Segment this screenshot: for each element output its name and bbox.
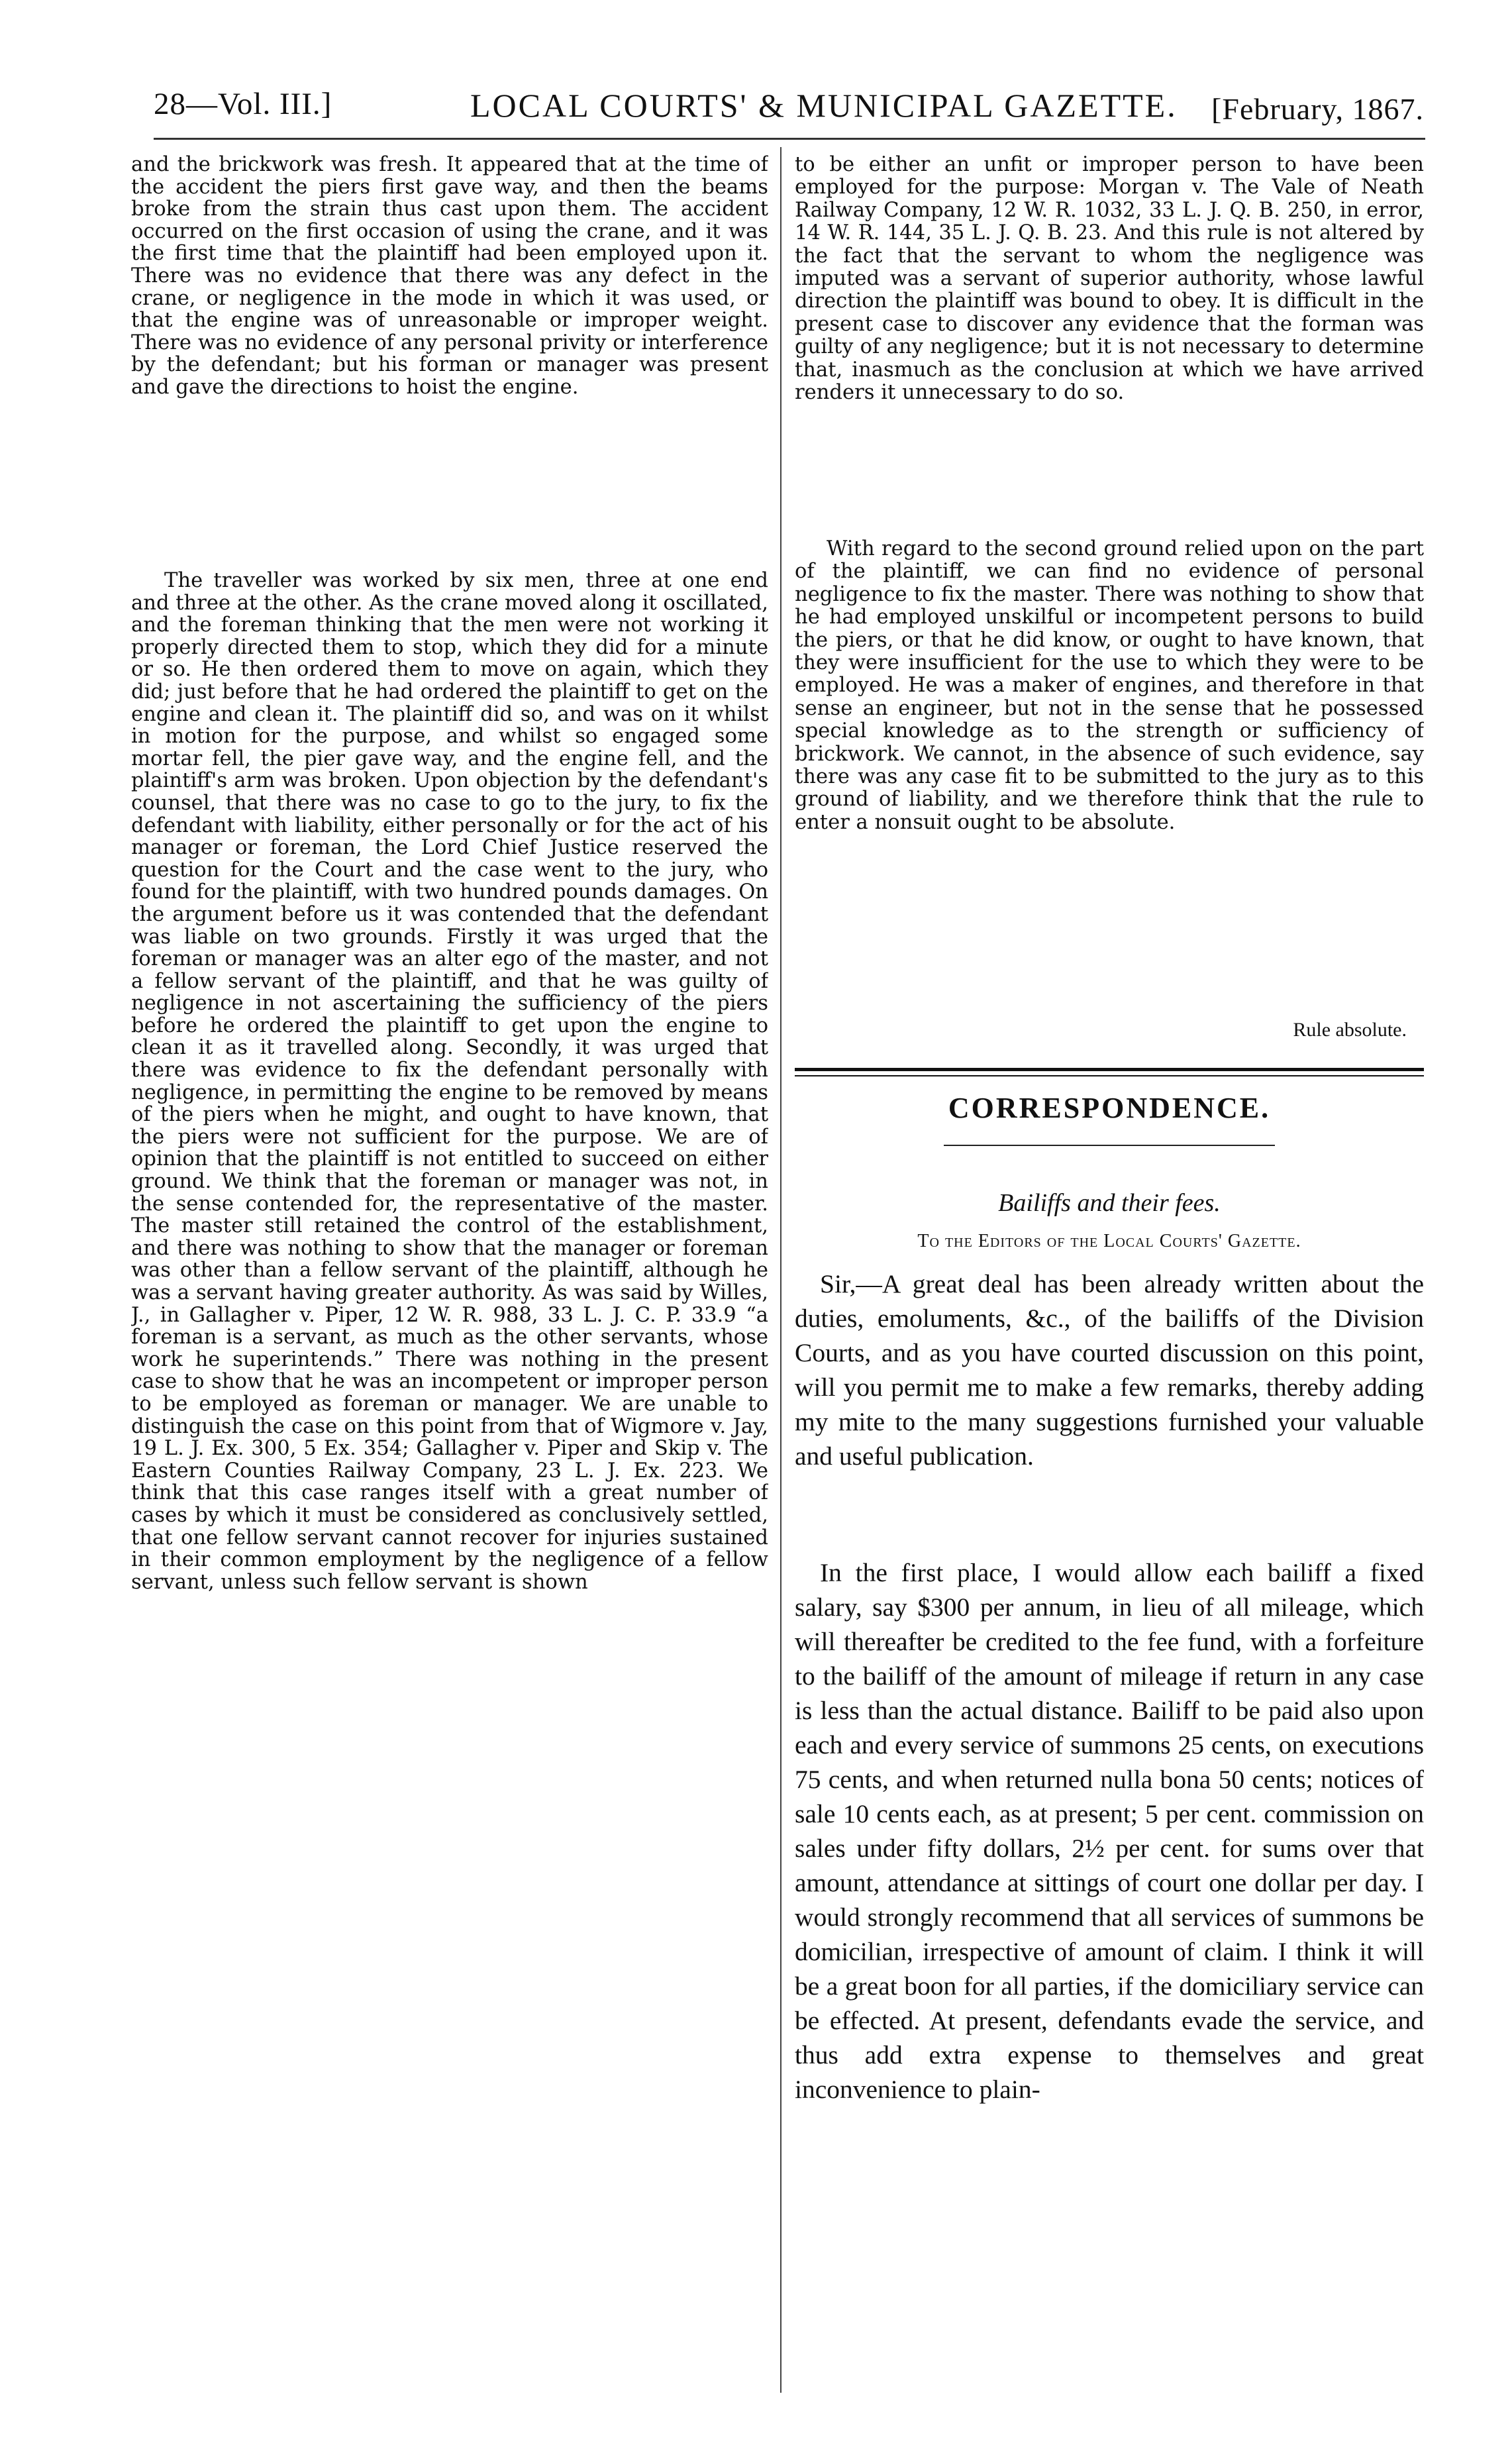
header-rule bbox=[154, 138, 1425, 140]
letter-body bbox=[795, 1267, 1424, 2451]
body-paragraph: The traveller was worked by six men, three at one end and three at the other. As the crane moved along it oscillated, and the foreman thinking that the men were not working it properly directed them to stop, which they did for a minute or so. He then ordered them to move on again, which they did; just before that he had ordered the plaintiff to get on the engine and clean it. The plaintiff did so, and was on it whilst in motion for the purpose, and whilst so engaged some mortar fell, the pier gave way, and the engine fell, and the plaintiff's arm was broken. Upon objection by the defendant's counsel, that there was no case to go to the jury, to fix the defendant with liability, either personally or for the act of his manager or foreman, the Lord Chief Justice reserved the question for the Court and the case went to the jury, who found for the plaintiff, with two hundred pounds damages. On the argument before us it was contended that the defendant was liable on two grounds. Firstly it was urged that the foreman or manager was an alter ego of the master, and not a fellow servant of the plaintiff, and that he was guilty of negligence in not ascertaining the sufficiency of the piers before he ordered the plaintiff to get upon the engine to clean it as it travelled along. Secondly, it was urged that there was evidence to fix the defendant personally with negligence, in permitting the engine to be removed by means of the piers when he might, and ought to have known, that the piers were not sufficient for the purpose. We are of opinion that the plaintiff is not entitled to succeed on either ground. We think that the foreman or manager was not, in the sense contended for, the representative of the master. The master still retained the control of the establishment, and there was nothing to show that the manager or foreman was other than a fellow servant of the plaintiff, although he was a servant having greater authority. As was said by Willes, J., in Gallagher v. Piper, 12 W. R. 988, 33 L. J. C. P. 33.9 “a foreman is a servant, as much as the other servants, whose work he superintends.” There was nothing in the present case to show that he was an incompetent or improper person to be employed as foreman or manager. We are unable to distinguish the case on this point from that of Wigmore v. Jay, 19 L. J. Ex. 300, 5 Ex. 354; Gallagher v. Piper and Skip v. The Eastern Counties Railway Company, 23 L. J. Ex. 223. We think that this case ranges itself with a great number of cases by which it must be considered as conclusively settled, that one fellow servant cannot recover for injuries sustained in their common employment by the negligence of a fellow servant, unless such fellow servant is shown bbox=[131, 570, 768, 1594]
issue-date: [February, 1867. bbox=[1211, 92, 1424, 126]
letter-paragraph: In the first place, I would allow each bailiff a fixed salary, say $300 per annum, in lieu of all mileage, which will thereafter be credited to the fee fund, with a forfeiture to the bailiff of the amount of mileage if return in any case is less than the actual distance. Bailiff to be paid also upon each and every service of summons 25 cents, on executions 75 cents, and when returned nulla bona 50 cents; notices of sale 10 cents each, as at present; 5 per cent. commission on sales under fifty dollars, 2½ per cent. for sums over that amount, attendance at sittings of court one dollar per day. I would strongly recommend that all services of summons be domicilian, irrespective of amount of claim. I think it will be a great boon for all parties, if the domiciliary service can be effected. At present, defendants evade the service, and thus add extra expense to themselves and great inconvenience to plain- bbox=[795, 1558, 1424, 2104]
column-divider bbox=[780, 147, 781, 2393]
section-rule-thin bbox=[795, 1075, 1424, 1076]
volume-page-label: 28—Vol. III.] bbox=[154, 87, 332, 121]
letter-paragraph: Sir,—A great deal has been already written about the duties, emoluments, &c., of the bailiffs of the Division Courts, and as you have courted discussion on this point, will you permit me to make a few remarks, thereby adding my mite to the many suggestions furnished your valuable and useful publication. bbox=[795, 1269, 1424, 1471]
case-closing: Rule absolute. bbox=[1293, 1019, 1407, 1041]
section-rule-thick bbox=[795, 1068, 1424, 1071]
body-paragraph: With regard to the second ground relied upon on the part of the plaintiff, we can find no evidence of personal negligence to fix the master. There was nothing to show that he had employed unskilful or incompetent persons to build the piers, or that he did know, or ought to have known, that they were insufficient for the use to which they were to be employed. He was a maker of engines, and therefore in that sense an engineer, but not in the sense that he possessed special knowledge as to the strength or sufficiency of brickwork. We cannot, in the absence of such evidence, say there was any case fit to be submitted to the jury as to this ground of liability, and we therefore think that the rule to enter a nonsuit ought to be absolute. bbox=[795, 538, 1424, 834]
running-header bbox=[154, 78, 1424, 139]
right-column bbox=[795, 154, 1424, 2451]
case-continuation bbox=[795, 154, 1424, 1041]
heading-underline bbox=[944, 1145, 1275, 1146]
letter-salutation-line: To the Editors of the Local Courts' Gazette. bbox=[917, 1231, 1301, 1251]
body-paragraph: to be either an unfit or improper person to have been employed for the purpose: Morgan v. The Vale of Neath Railway Company, 12 W. R. 1032, 33 L. J. Q. B. 250, in error, 14 W. R. 144, 35 L. J. Q. B. 23. And this rule is not altered by the fact that the servant to whom the negligence was imputed was a servant of superior authority, whose lawful direction the plaintiff was bound to obey. It is difficult in the present case to discover any evidence that the forman was guilty of any negligence; but it is not necessary to determine that, inasmuch as the conclusion at which we have arrived renders it unnecessary to do so. bbox=[795, 154, 1424, 405]
left-column bbox=[131, 154, 768, 2455]
publication-title: LOCAL COURTS' & MUNICIPAL GAZETTE. bbox=[470, 87, 1178, 124]
section-heading: CORRESPONDENCE. bbox=[948, 1092, 1271, 1124]
body-paragraph: and the brickwork was fresh. It appeared that at the time of the accident the piers first gave way, and then the beams broke from the strain thus cast upon them. The accident occurred on the first occasion of using the crane, and it was the first time that the plaintiff had been employed upon it. There was no evidence that there was any defect in the crane, or negligence in the mode in which it was used, or that the engine was of unreasonable or improper weight. There was no evidence of any personal privity or interference by the defendant; but his forman or manager was present and gave the directions to hoist the engine. bbox=[131, 154, 768, 399]
letter-title: Bailiffs and their fees. bbox=[998, 1189, 1221, 1217]
